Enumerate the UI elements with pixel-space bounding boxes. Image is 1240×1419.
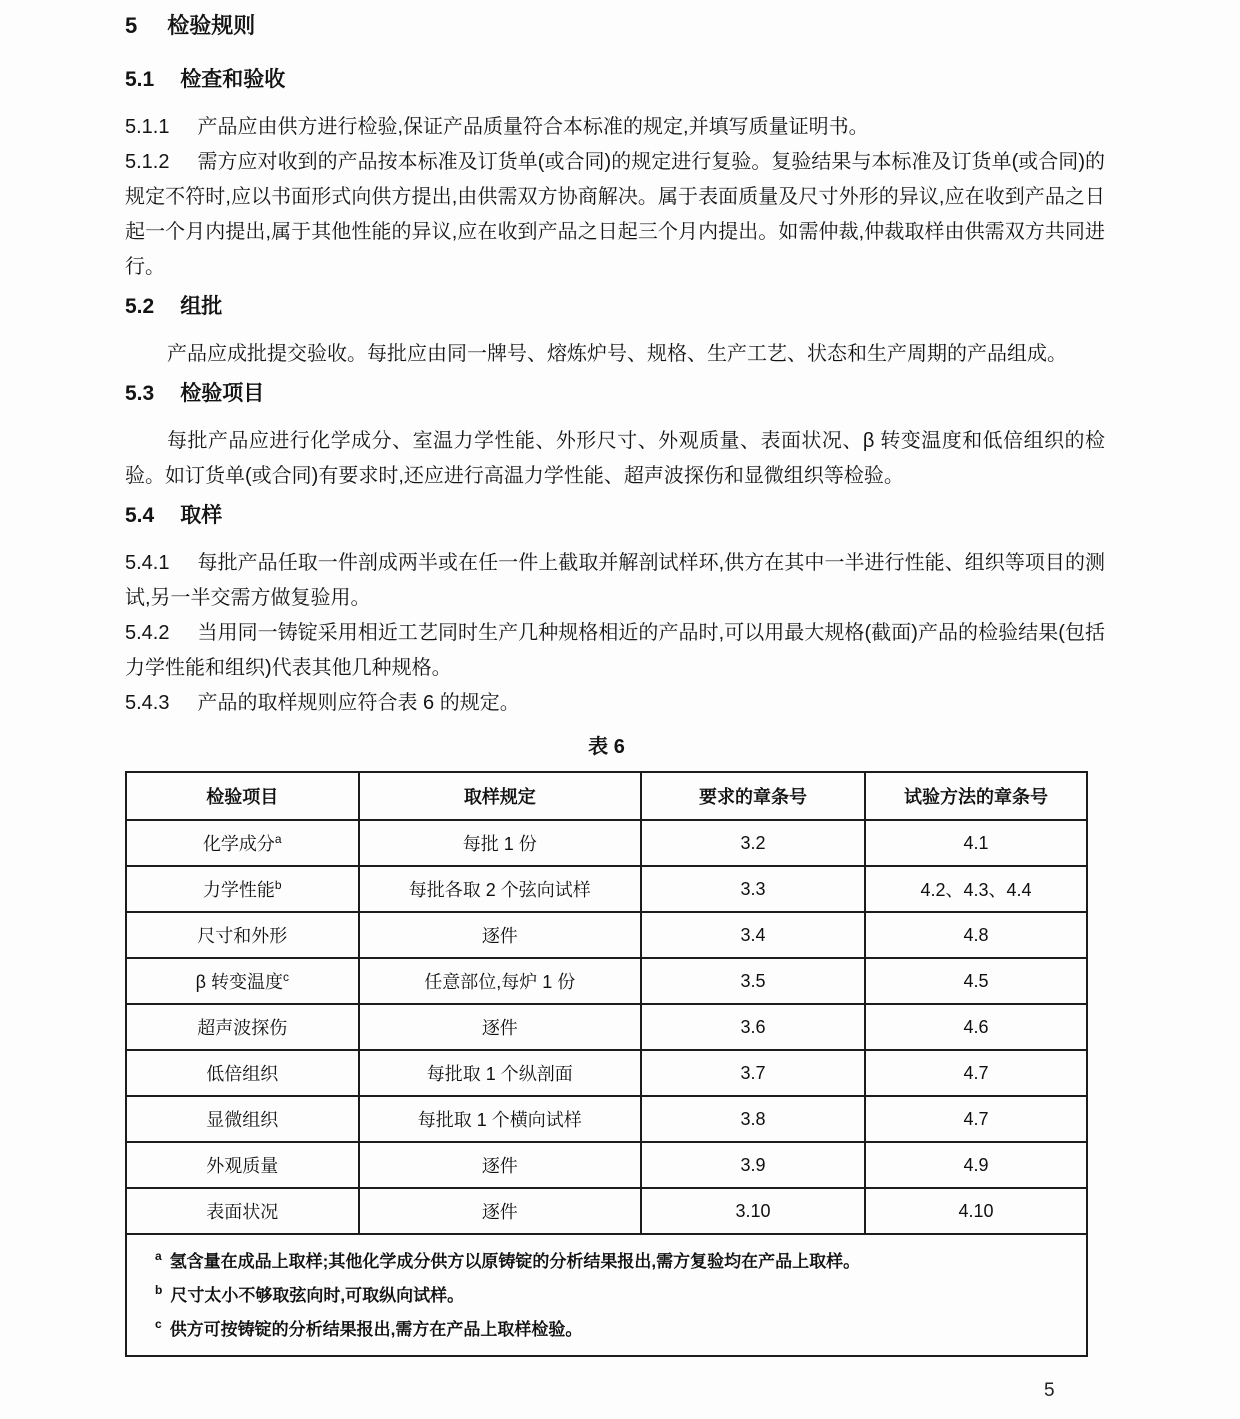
table-row (126, 958, 1087, 1004)
cell-sampling: 逐件 (359, 1188, 642, 1234)
section-title: 检查和验收 (180, 68, 286, 91)
cell-requirement: 3.4 (641, 912, 865, 958)
column-header-inspection-item: 检验项目 (126, 772, 359, 820)
table-footnotes (126, 1234, 1087, 1356)
table-row (126, 866, 1087, 912)
table-row (126, 1050, 1087, 1096)
footnote-c (155, 1313, 1068, 1347)
clause-5-4-2 (125, 616, 1105, 686)
footnote-text: 供方可按铸锭的分析结果报出,需方在产品上取样检验。 (169, 1320, 583, 1339)
cell-test-method: 4.2、4.3、4.4 (865, 866, 1087, 912)
section-title: 组批 (180, 295, 223, 318)
paragraph-5-3: 每批产品应进行化学成分、室温力学性能、外形尺寸、外观质量、表面状况、β 转变温度和低倍组织的检验。如订货单(或合同)有要求时,还应进行高温力学性能、超声波探伤和显微组织等检验。 (125, 430, 1105, 487)
cell-test-method: 4.10 (865, 1188, 1087, 1234)
footnote-a (155, 1245, 1068, 1279)
footnote-marker: c (282, 970, 289, 984)
clause-number: 5.1.1 (125, 116, 170, 138)
clause-number: 5.4.2 (125, 622, 170, 644)
cell-requirement: 3.5 (641, 958, 865, 1004)
cell-requirement: 3.10 (641, 1188, 865, 1234)
item-label: 低倍组织 (206, 1064, 279, 1084)
section-number: 5.3 (125, 382, 155, 405)
cell-test-method: 4.9 (865, 1142, 1087, 1188)
cell-item (126, 820, 359, 866)
cell-sampling: 逐件 (359, 1142, 642, 1188)
cell-sampling: 逐件 (359, 912, 642, 958)
cell-requirement: 3.8 (641, 1096, 865, 1142)
footnote-text: 尺寸太小不够取弦向时,可取纵向试样。 (170, 1286, 465, 1305)
item-label: 显微组织 (206, 1110, 279, 1130)
cell-sampling: 任意部位,每炉 1 份 (359, 958, 642, 1004)
section-number: 5.2 (125, 295, 155, 318)
cell-item (126, 1096, 359, 1142)
page-number: 5 (1044, 1380, 1055, 1401)
column-header-sampling-rule: 取样规定 (359, 772, 642, 820)
footnote-marker: a (274, 832, 282, 846)
cell-item (126, 912, 359, 958)
clause-text: 产品的取样规则应符合表 6 的规定。 (197, 692, 520, 714)
item-label: 力学性能 (202, 880, 275, 900)
chapter-number: 5 (125, 13, 138, 38)
paragraph-5-2: 产品应成批提交验收。每批应由同一牌号、熔炼炉号、规格、生产工艺、状态和生产周期的产品组成。 (167, 343, 1067, 365)
clause-5-4-3 (125, 686, 1105, 721)
cell-item (126, 1050, 359, 1096)
clause-text: 每批产品任取一件剖成两半或在任一件上截取并解剖试样环,供方在其中一半进行性能、组织等项目的测试,另一半交需方做复验用。 (125, 552, 1105, 609)
section-heading-5-2 (125, 293, 1105, 321)
clause-5-1-2 (125, 145, 1105, 285)
table-header-row (126, 772, 1087, 820)
table-row (126, 1096, 1087, 1142)
cell-sampling: 每批各取 2 个弦向试样 (359, 866, 642, 912)
section-number: 5.1 (125, 68, 155, 91)
cell-item (126, 866, 359, 912)
column-header-requirement-clause: 要求的章条号 (641, 772, 865, 820)
footnote-marker: a (155, 1249, 162, 1264)
table-6 (125, 771, 1088, 1357)
footnote-text: 氢含量在成品上取样;其他化学成分供方以原铸锭的分析结果报出,需方复验均在产品上取样。 (169, 1252, 861, 1271)
footnote-b (155, 1279, 1068, 1313)
clause-number: 5.1.2 (125, 151, 170, 173)
clause-text: 需方应对收到的产品按本标准及订货单(或合同)的规定进行复验。复验结果与本标准及订货单(或合同)的规定不符时,应以书面形式向供方提出,由供需双方协商解决。属于表面质量及尺寸外形的异议,应在收到产品之日起一个月内提出,属于其他性能的异议,应在收到产品之日起三个月内提出。如需仲裁,仲裁取样由供需双方共同进行。 (125, 151, 1105, 278)
section-number: 5.4 (125, 504, 155, 527)
item-label: β 转变温度 (195, 972, 283, 992)
clause-5-4-1 (125, 546, 1105, 616)
table-row (126, 820, 1087, 866)
column-header-test-method-clause: 试验方法的章条号 (865, 772, 1087, 820)
table-row (126, 1004, 1087, 1050)
section-heading-5-4 (125, 502, 1105, 530)
item-label: 表面状况 (206, 1202, 279, 1222)
cell-requirement: 3.2 (641, 820, 865, 866)
clause-text: 产品应由供方进行检验,保证产品质量符合本标准的规定,并填写质量证明书。 (197, 116, 869, 138)
cell-test-method: 4.1 (865, 820, 1087, 866)
section-title: 取样 (180, 504, 223, 527)
item-label: 尺寸和外形 (197, 926, 288, 946)
cell-sampling: 逐件 (359, 1004, 642, 1050)
footnote-marker: b (274, 878, 282, 892)
clause-number: 5.4.3 (125, 692, 170, 714)
cell-sampling: 每批取 1 个纵剖面 (359, 1050, 642, 1096)
cell-sampling: 每批 1 份 (359, 820, 642, 866)
cell-item (126, 1142, 359, 1188)
table-row (126, 1142, 1087, 1188)
section-title: 检验项目 (180, 382, 265, 405)
table-row (126, 912, 1087, 958)
item-label: 外观质量 (206, 1156, 279, 1176)
section-heading-5-1 (125, 66, 1105, 94)
cell-item (126, 958, 359, 1004)
cell-sampling: 每批取 1 个横向试样 (359, 1096, 642, 1142)
cell-item (126, 1004, 359, 1050)
clause-5-1-1 (125, 110, 1105, 145)
cell-test-method: 4.7 (865, 1096, 1087, 1142)
cell-test-method: 4.7 (865, 1050, 1087, 1096)
cell-requirement: 3.7 (641, 1050, 865, 1096)
clause-text: 当用同一铸锭采用相近工艺同时生产几种规格相近的产品时,可以用最大规格(截面)产品的检验结果(包括力学性能和组织)代表其他几种规格。 (125, 622, 1105, 679)
section-heading-5-3 (125, 380, 1105, 408)
cell-requirement: 3.6 (641, 1004, 865, 1050)
item-label: 超声波探伤 (197, 1018, 288, 1038)
cell-requirement: 3.9 (641, 1142, 865, 1188)
table-row (126, 1188, 1087, 1234)
item-label: 化学成分 (202, 834, 275, 854)
cell-test-method: 4.6 (865, 1004, 1087, 1050)
footnote-marker: b (155, 1283, 163, 1298)
footnote-marker: c (155, 1317, 162, 1332)
table-caption: 表 6 (588, 736, 625, 758)
chapter-heading (125, 12, 1105, 40)
cell-test-method: 4.8 (865, 912, 1087, 958)
chapter-title: 检验规则 (167, 13, 256, 38)
clause-number: 5.4.1 (125, 552, 170, 574)
cell-item (126, 1188, 359, 1234)
table-footnotes-row (126, 1234, 1087, 1356)
cell-test-method: 4.5 (865, 958, 1087, 1004)
cell-requirement: 3.3 (641, 866, 865, 912)
